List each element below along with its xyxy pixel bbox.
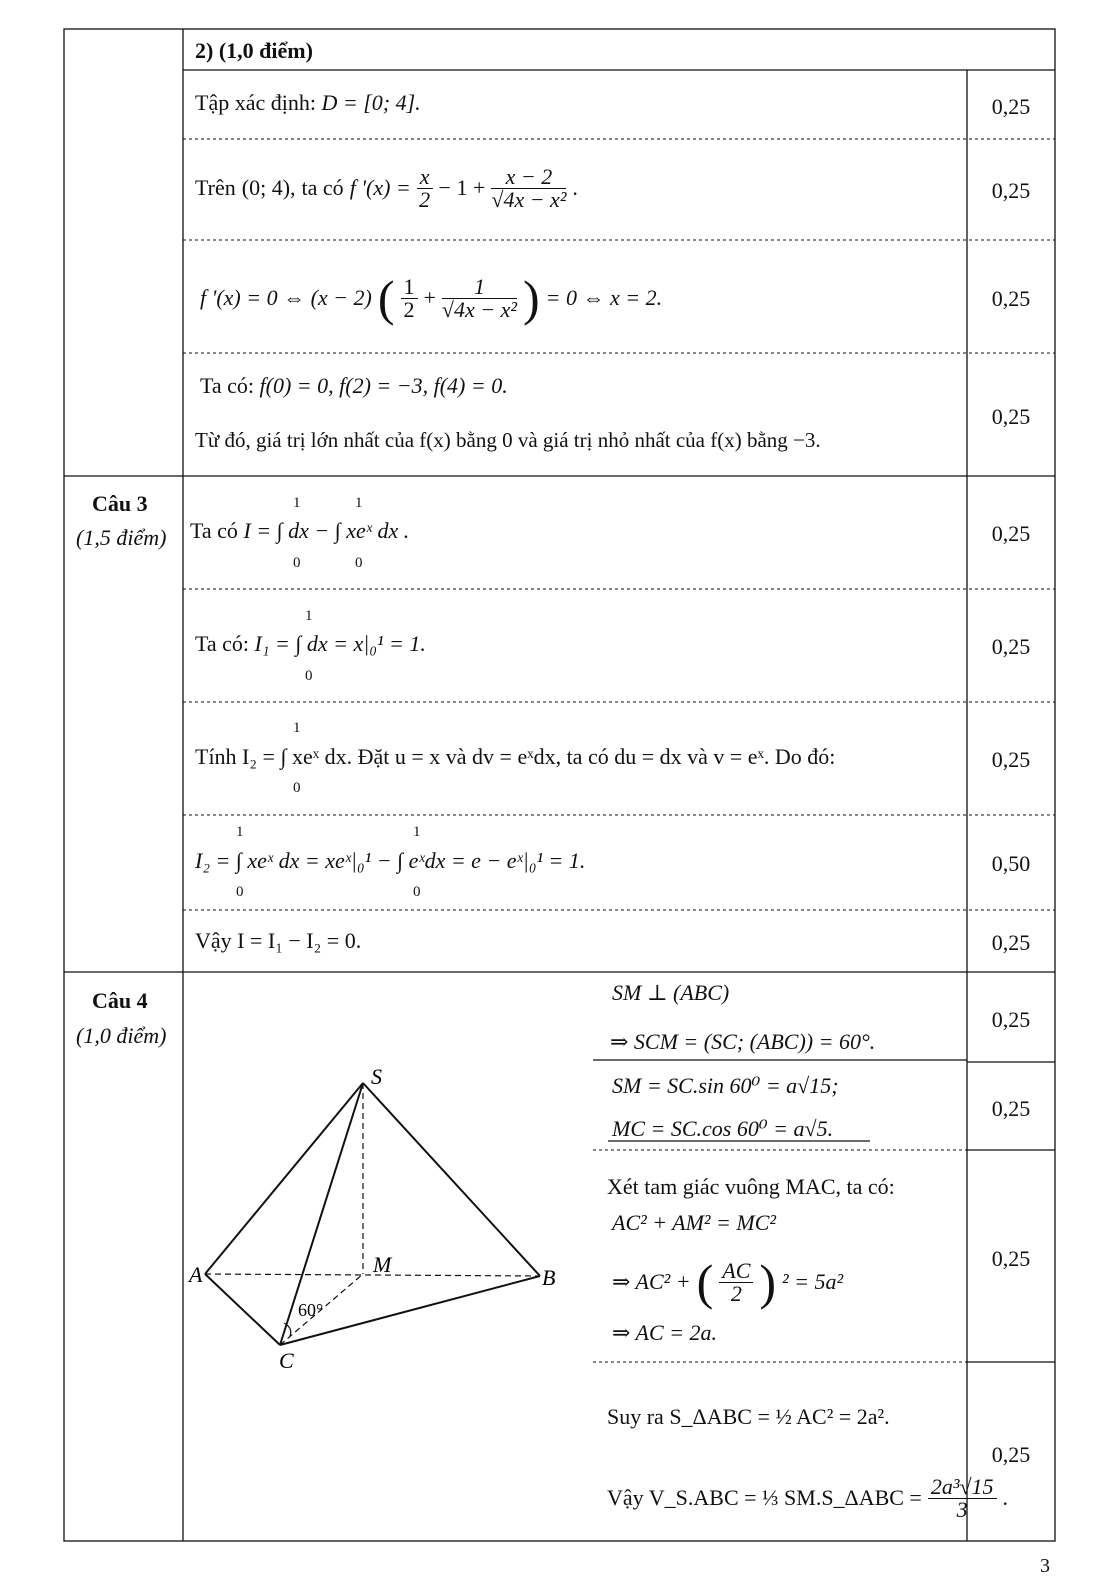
volume-line: Vậy V_S.ABC = ⅓ SM.S_ΔABC = $\frac{\text{2a³√15}}{3}$ . bbox=[607, 1473, 1009, 1522]
question-4-label: Câu 4 bbox=[92, 988, 148, 1013]
vertex-C-label: C bbox=[279, 1348, 294, 1373]
domain-line: Tập xác định: D = [0; 4]. bbox=[195, 90, 421, 115]
score-cell: 0,25 bbox=[991, 178, 1031, 203]
limit-lower: 0 bbox=[293, 555, 301, 571]
score-cell: 0,50 bbox=[991, 851, 1031, 876]
question-3-label: Câu 3 bbox=[92, 491, 148, 516]
point-M-label: M bbox=[373, 1252, 392, 1277]
SM-line: SM = SC.sin 60⁰ = a√15; bbox=[612, 1073, 839, 1098]
score-cell: 0,25 bbox=[991, 1246, 1031, 1271]
question-3-points: (1,5 điểm) bbox=[76, 525, 167, 550]
derivative-line: Trên (0; 4), ta có f '(x) = $\frac{x}{2}$ − 1 + $\frac{x - 2}{\text{√4x − x²}}$ . bbox=[195, 163, 578, 212]
score-cell: 0,25 bbox=[991, 1442, 1031, 1467]
integral-I-line: Ta có I = ∫ dx − ∫ xeˣ dx . bbox=[190, 518, 410, 543]
AC-result-line: ⇒ AC = 2a. bbox=[612, 1320, 717, 1345]
MC-line: MC = SC.cos 60⁰ = a√5. bbox=[612, 1116, 834, 1141]
section-2-header: 2) (1,0 điểm) bbox=[195, 38, 313, 63]
score-cell: 0,25 bbox=[991, 747, 1031, 772]
limit-lower: 0 bbox=[413, 884, 421, 900]
limit-lower: 0 bbox=[355, 555, 363, 571]
fraction-derivative-term: $\frac{x - 2}{\text{√4x − x²}}$ bbox=[491, 163, 567, 212]
fraction-volume: $\frac{\text{2a³√15}}{3}$ bbox=[928, 1476, 997, 1521]
score-cell: 0,25 bbox=[991, 94, 1031, 119]
score-cell: 0,25 bbox=[991, 1096, 1031, 1121]
vertex-S-label: S bbox=[371, 1064, 382, 1089]
score-cell: 0,25 bbox=[991, 634, 1031, 659]
score-cell: 0,25 bbox=[991, 286, 1031, 311]
fraction-one-half: $\frac{1}{2}$ bbox=[401, 276, 418, 321]
pyramid-figure bbox=[183, 1060, 583, 1380]
critical-point-line: f '(x) = 0 ⇔ (x − 2) ( $\frac{1}{2}$ + $\frac{1}{\text{√4x − x²}}$ ) = 0 ⇔ x = 2. bbox=[200, 270, 663, 326]
score-cell: 0,25 bbox=[991, 1007, 1031, 1032]
limit-lower: 0 bbox=[305, 668, 313, 684]
limit-upper: 1 bbox=[293, 495, 301, 511]
page-number: 3 bbox=[1040, 1555, 1050, 1577]
perpendicular-line: SM ⊥ (ABC) bbox=[612, 980, 730, 1005]
angle-60-label: 60° bbox=[298, 1300, 324, 1320]
vertex-B-label: B bbox=[542, 1265, 556, 1290]
limit-lower: 0 bbox=[236, 884, 244, 900]
limit-upper: 1 bbox=[236, 824, 244, 840]
fraction-one-over-root: $\frac{1}{\text{√4x − x²}}$ bbox=[441, 273, 517, 322]
score-cell: 0,25 bbox=[991, 930, 1031, 955]
values-line: Ta có: f(0) = 0, f(2) = −3, f(4) = 0. bbox=[200, 373, 508, 398]
fraction-AC-over-2: $\frac{AC}{2}$ bbox=[719, 1260, 753, 1305]
score-cell: 0,25 bbox=[991, 521, 1031, 546]
fraction-x-over-2: $\frac{x}{2}$ bbox=[417, 166, 433, 211]
limit-upper: 1 bbox=[413, 824, 421, 840]
limit-upper: 1 bbox=[305, 608, 313, 624]
angle-line: ⇒ SCM = (SC; (ABC)) = 60°. bbox=[610, 1029, 876, 1054]
limit-upper: 1 bbox=[293, 720, 301, 736]
limit-upper: 1 bbox=[355, 495, 363, 511]
area-line: Suy ra S_ΔABC = ½ AC² = 2a². bbox=[607, 1404, 890, 1429]
question-4-points: (1,0 điểm) bbox=[76, 1023, 167, 1048]
limit-lower: 0 bbox=[293, 780, 301, 796]
score-cell: 0,25 bbox=[991, 404, 1031, 429]
result-line: Vậy I = I₁ − I₂ = 0. bbox=[195, 928, 362, 953]
triangle-line: Xét tam giác vuông MAC, ta có: bbox=[607, 1174, 895, 1199]
integral-I1-line: Ta có: I₁ = ∫ dx = x|₀¹ = 1. bbox=[195, 631, 426, 656]
substitution-line: ⇒ AC² + ( $\frac{AC}{2}$ ) ² = 5a² bbox=[612, 1254, 844, 1310]
vertex-A-label: A bbox=[189, 1262, 203, 1287]
pythagoras-line: AC² + AM² = MC² bbox=[612, 1210, 776, 1235]
conclusion-line: Từ đó, giá trị lớn nhất của f(x) bằng 0 và giá trị nhỏ nhất của f(x) bằng −3. bbox=[195, 428, 821, 452]
integration-by-parts-line: Tính I₂ = ∫ xeˣ dx. Đặt u = x và dv = eˣdx, ta có du = dx và v = eˣ. Do đó: bbox=[195, 744, 836, 769]
integral-I2-line: I₂ = ∫ xeˣ dx = xeˣ|₀¹ − ∫ eˣdx = e − eˣ|₀¹ = 1. bbox=[195, 848, 586, 873]
